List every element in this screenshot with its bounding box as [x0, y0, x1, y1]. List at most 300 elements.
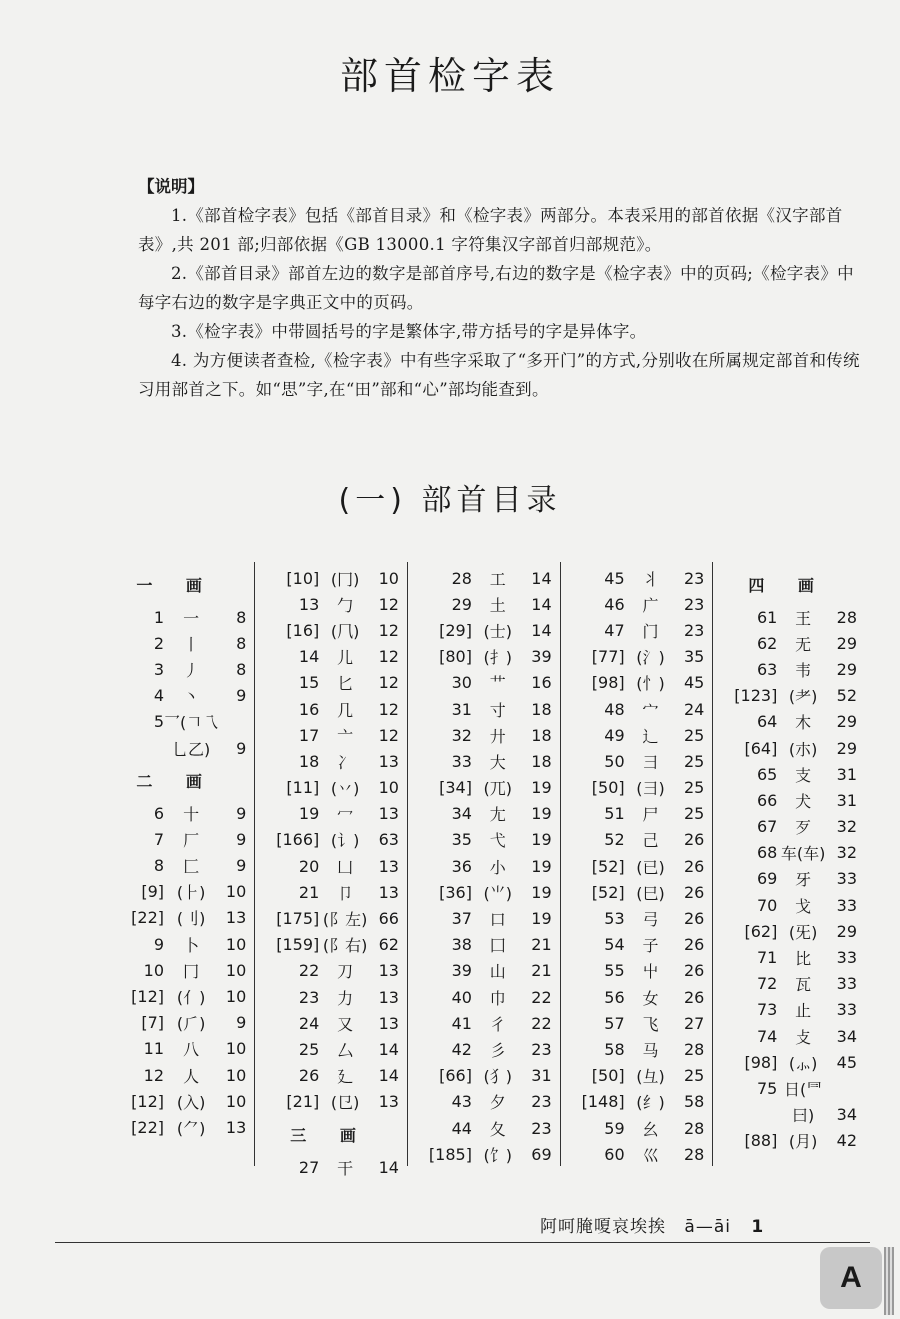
radical-page: 13 — [378, 987, 399, 1007]
radical-entry — [719, 630, 857, 656]
radical-index-table — [100, 562, 865, 1178]
radical-number: [77] — [591, 647, 625, 667]
radical-char: (丷) — [330, 779, 360, 799]
radical-page: 19 — [531, 778, 552, 798]
intro-heading: 【说明】 — [138, 177, 204, 196]
radical-page: 8 — [236, 607, 247, 627]
radical-number: [29] — [439, 620, 472, 640]
radical-char: 宀 — [642, 700, 659, 720]
radical-char: 己 — [642, 831, 659, 851]
radical-number: 63 — [756, 659, 778, 679]
radical-entry — [567, 1141, 705, 1167]
radical-number: 47 — [604, 620, 625, 640]
radical-page: 10 — [225, 1091, 247, 1111]
radical-entry — [567, 905, 705, 931]
radical-page: 26 — [683, 856, 705, 876]
radical-char: 木 — [795, 713, 812, 733]
radical-page: 45 — [836, 1052, 857, 1072]
radical-number: [64] — [744, 738, 778, 758]
radical-char: 冂 — [183, 961, 200, 981]
radical-number: 48 — [604, 699, 625, 719]
radical-char: (⺇) — [330, 621, 360, 641]
radical-char: (纟) — [636, 1093, 665, 1113]
radical-char: 一 — [183, 608, 200, 628]
radical-entry — [261, 644, 399, 670]
intro-paragraph: 3.《检字表》中带圆括号的字是繁体字,带方括号的字是异体字。 — [171, 322, 647, 341]
radical-page: 13 — [378, 961, 399, 981]
radical-entry — [567, 958, 705, 984]
radical-char: 廴 — [337, 1067, 354, 1087]
radical-entry — [261, 1063, 399, 1089]
radical-entry — [567, 1063, 705, 1089]
radical-page: 29 — [836, 738, 857, 758]
radical-char: (朩) — [788, 739, 818, 759]
radical-number: [185] — [428, 1144, 472, 1164]
radical-page: 26 — [683, 830, 705, 850]
radical-page: 42 — [836, 1131, 857, 1151]
radical-page: 21 — [531, 961, 552, 981]
radical-number: [159] — [276, 935, 320, 955]
radical-char: (犭) — [483, 1067, 513, 1087]
radical-char: (⺌) — [483, 883, 513, 903]
radical-number: [52] — [591, 882, 625, 902]
radical-entry — [261, 905, 399, 931]
radical-number: 42 — [451, 1039, 472, 1059]
radical-number: 10 — [143, 960, 164, 980]
radical-number: 33 — [451, 751, 472, 771]
radical-number: [50] — [591, 1066, 625, 1086]
radical-entry — [261, 932, 399, 958]
radical-page: 10 — [378, 568, 399, 588]
radical-char: 夂 — [489, 1119, 506, 1139]
index-column — [100, 562, 255, 1166]
radical-char: 大 — [489, 752, 506, 772]
radical-char: 日(⺜ — [784, 1079, 823, 1099]
radical-entry — [106, 630, 246, 656]
radical-number: 45 — [604, 568, 625, 588]
radical-char: (彑) — [636, 1067, 665, 1087]
radical-number: [66] — [439, 1066, 472, 1086]
radical-number: 65 — [756, 764, 778, 784]
radical-page: 28 — [683, 1144, 705, 1164]
stroke-count-header: 三 画 — [290, 1125, 370, 1145]
radical-char: 辶 — [642, 726, 659, 746]
radical-page: 26 — [683, 935, 705, 955]
radical-char: 韦 — [795, 660, 812, 680]
radical-char: (㔾) — [330, 1093, 360, 1113]
radical-page: 28 — [836, 607, 857, 627]
radical-number: [16] — [286, 620, 320, 640]
radical-page: 34 — [836, 1105, 857, 1125]
radical-entry — [261, 617, 399, 643]
radical-page: 28 — [683, 1118, 705, 1138]
radical-page: 10 — [225, 882, 247, 902]
radical-entry — [719, 997, 857, 1023]
radical-char: (⺈) — [176, 1118, 206, 1138]
radical-char: 夕 — [489, 1093, 506, 1113]
radical-page: 14 — [378, 1066, 399, 1086]
radical-page: 24 — [683, 699, 705, 719]
radical-char: (氵) — [636, 648, 665, 668]
radical-char: 弓 — [642, 910, 659, 930]
radical-number: 62 — [756, 633, 778, 653]
radical-page: 9 — [236, 686, 247, 706]
radical-char: 廾 — [489, 726, 506, 746]
stroke-count-header: 四 画 — [748, 576, 828, 595]
radical-char: (阝右) — [322, 936, 368, 956]
radical-entry — [414, 696, 552, 722]
radical-entry — [567, 617, 705, 643]
radical-number: 38 — [451, 935, 472, 955]
radical-number: 54 — [604, 935, 625, 955]
radical-number: 40 — [451, 987, 472, 1007]
radical-number: 69 — [756, 869, 778, 889]
radical-char: 牙 — [795, 870, 812, 890]
radical-char: 弋 — [489, 831, 506, 851]
radical-char: 女 — [642, 988, 659, 1008]
radical-page: 35 — [683, 647, 705, 667]
radical-entry — [567, 853, 705, 879]
intro-section — [138, 172, 863, 404]
radical-entry — [106, 1088, 246, 1114]
radical-char: 厶 — [337, 1040, 354, 1060]
radical-page: 14 — [378, 1039, 399, 1059]
radical-char: 丬 — [642, 569, 659, 589]
radical-char: 亠 — [337, 726, 354, 746]
radical-char: 丶 — [183, 687, 200, 707]
radical-entry — [719, 1049, 857, 1075]
radical-entry — [261, 801, 399, 827]
radical-number: 32 — [451, 725, 472, 745]
radical-entry — [414, 565, 552, 591]
radical-entry — [106, 826, 246, 852]
radical-page: 10 — [225, 960, 247, 980]
radical-number: 71 — [756, 948, 778, 968]
radical-number: 46 — [604, 594, 625, 614]
radical-entry — [719, 683, 857, 709]
radical-char: 土 — [489, 595, 506, 615]
radical-char: 无 — [795, 634, 812, 654]
radical-number: [9] — [141, 882, 164, 902]
radical-entry — [719, 971, 857, 997]
radical-page: 22 — [531, 1013, 552, 1033]
radical-page: 23 — [683, 568, 705, 588]
radical-char: (巳) — [636, 883, 665, 903]
radical-entry — [261, 984, 399, 1010]
radical-char: 口 — [489, 910, 506, 930]
radical-page: 19 — [531, 804, 552, 824]
radical-number: 49 — [604, 725, 625, 745]
radical-page: 10 — [378, 778, 399, 798]
radical-char: 飞 — [642, 1014, 659, 1034]
radical-page: 13 — [225, 908, 247, 928]
radical-entry — [106, 1036, 246, 1062]
radical-entry — [261, 1010, 399, 1036]
footer-headwords: 阿呵腌嗄哀埃挨 — [540, 1217, 666, 1237]
radical-entry — [719, 944, 857, 970]
radical-page: 52 — [836, 686, 857, 706]
radical-char: 八 — [183, 1040, 200, 1060]
radical-char: 儿 — [337, 648, 354, 668]
radical-number: [12] — [131, 1091, 164, 1111]
radical-page: 31 — [531, 1066, 552, 1086]
radical-entry — [106, 853, 246, 879]
index-column — [713, 562, 865, 1166]
radical-char: 冖 — [337, 805, 354, 825]
radical-entry — [719, 709, 857, 735]
radical-number: 23 — [298, 987, 320, 1007]
radical-number: 59 — [604, 1118, 625, 1138]
radical-char: 干 — [337, 1158, 354, 1178]
radical-page: 16 — [531, 673, 552, 693]
radical-number: 9 — [153, 934, 164, 954]
radical-page: 33 — [836, 948, 857, 968]
radical-number: 61 — [756, 607, 778, 627]
radical-number: [7] — [141, 1013, 164, 1033]
radical-char: 戈 — [795, 896, 812, 916]
radical-page: 19 — [531, 856, 552, 876]
radical-entry — [261, 696, 399, 722]
radical-number: [22] — [131, 1117, 164, 1137]
radical-number: [52] — [591, 856, 625, 876]
radical-entry — [719, 761, 857, 787]
radical-entry — [414, 1115, 552, 1141]
radical-entry — [106, 1114, 246, 1140]
radical-entry — [261, 748, 399, 774]
radical-char: (⺗) — [788, 1053, 818, 1073]
radical-entry — [567, 984, 705, 1010]
radical-entry — [719, 1102, 857, 1128]
radical-page: 45 — [683, 673, 705, 693]
radical-number: 37 — [451, 909, 472, 929]
radical-number: 31 — [451, 699, 472, 719]
radical-page: 9 — [236, 1013, 247, 1033]
radical-char: (已) — [636, 857, 665, 877]
thumb-index-tab[interactable]: A — [820, 1247, 882, 1309]
radical-char: (兀) — [483, 779, 513, 799]
radical-number: 8 — [153, 856, 164, 876]
radical-char: 犬 — [795, 791, 812, 811]
radical-entry — [261, 722, 399, 748]
radical-entry — [719, 892, 857, 918]
radical-entry — [106, 983, 246, 1009]
radical-number: 67 — [756, 817, 778, 837]
radical-number: 55 — [604, 961, 625, 981]
radical-number: [50] — [591, 778, 625, 798]
radical-char: (忄) — [636, 674, 665, 694]
radical-number: 12 — [143, 1065, 164, 1085]
radical-entry — [567, 775, 705, 801]
radical-char: 力 — [337, 988, 354, 1008]
radical-char: 比 — [795, 949, 812, 969]
radical-number: [148] — [581, 1092, 625, 1112]
radical-number: 70 — [756, 895, 778, 915]
radical-entry — [106, 604, 246, 630]
radical-page: 12 — [378, 594, 399, 614]
radical-entry — [414, 1141, 552, 1167]
radical-char: 车(车) — [780, 844, 826, 864]
radical-entry — [414, 722, 552, 748]
radical-entry — [414, 905, 552, 931]
radical-page: 23 — [683, 594, 705, 614]
radical-entry — [567, 1089, 705, 1115]
radical-entry — [414, 1010, 552, 1036]
radical-number: 51 — [604, 804, 625, 824]
radical-entry — [106, 1010, 246, 1036]
radical-page: 69 — [531, 1144, 552, 1164]
radical-entry — [414, 853, 552, 879]
radical-entry — [106, 957, 246, 983]
radical-page: 32 — [836, 817, 857, 837]
radical-entry — [106, 879, 246, 905]
radical-page: 39 — [531, 647, 552, 667]
radical-char: 人 — [183, 1066, 200, 1086]
radical-number: 25 — [298, 1039, 320, 1059]
radical-char: 曰) — [792, 1106, 815, 1126]
radical-page: 26 — [683, 909, 705, 929]
radical-page: 26 — [683, 961, 705, 981]
radical-number: 72 — [756, 974, 778, 994]
radical-char: 山 — [489, 962, 506, 982]
footer-rule — [55, 1242, 870, 1243]
radical-number: 19 — [298, 804, 320, 824]
radical-page: 58 — [683, 1092, 705, 1112]
radical-number: 11 — [143, 1039, 164, 1059]
radical-char: 丿 — [183, 660, 200, 680]
radical-page: 27 — [683, 1013, 705, 1033]
radical-char: 乛(𠃍乁 — [164, 713, 219, 733]
radical-number: 15 — [298, 673, 320, 693]
radical-entry — [719, 814, 857, 840]
radical-number: 5 — [153, 712, 164, 732]
radical-page: 13 — [225, 1117, 247, 1137]
radical-entry — [719, 840, 857, 866]
radical-entry — [414, 644, 552, 670]
radical-number: [34] — [439, 778, 472, 798]
radical-number: 16 — [298, 699, 320, 719]
radical-char: 巾 — [489, 988, 506, 1008]
radical-page: 28 — [683, 1039, 705, 1059]
radical-number: [22] — [131, 908, 164, 928]
radical-number: [166] — [276, 830, 320, 850]
radical-number: 60 — [604, 1144, 625, 1164]
radical-entry — [414, 617, 552, 643]
radical-number: 73 — [756, 1000, 778, 1020]
radical-number: 22 — [298, 961, 320, 981]
radical-char: (⺕) — [636, 779, 665, 799]
radical-page: 33 — [836, 869, 857, 889]
radical-page: 14 — [531, 594, 552, 614]
radical-number: 75 — [756, 1078, 778, 1098]
radical-entry — [261, 670, 399, 696]
radical-char: (士) — [483, 621, 513, 641]
radical-number: 66 — [756, 790, 778, 810]
radical-entry — [414, 984, 552, 1010]
index-column — [255, 562, 408, 1178]
radical-number: 39 — [451, 961, 472, 981]
radical-entry — [414, 775, 552, 801]
footer-page-number: 1 — [751, 1217, 765, 1237]
radical-number: 6 — [153, 803, 164, 823]
radical-char: 十 — [183, 804, 200, 824]
radical-page: 33 — [836, 974, 857, 994]
radical-entry — [414, 958, 552, 984]
radical-char: 支 — [795, 765, 812, 785]
radical-entry — [567, 879, 705, 905]
radical-number: 44 — [451, 1118, 472, 1138]
radical-number: 4 — [153, 686, 164, 706]
radical-number: 58 — [604, 1039, 625, 1059]
radical-entry — [106, 1062, 246, 1088]
radical-number: 41 — [451, 1013, 472, 1033]
radical-char: (入) — [176, 1092, 206, 1112]
radical-char: 歹 — [795, 818, 812, 838]
radical-entry — [414, 670, 552, 696]
radical-char: 子 — [642, 936, 659, 956]
radical-page: 8 — [236, 633, 247, 653]
radical-page: 25 — [683, 725, 705, 745]
radical-number: 43 — [451, 1092, 472, 1112]
radical-number: 13 — [298, 594, 320, 614]
intro-paragraph: 1.《部首检字表》包括《部首目录》和《检字表》两部分。本表采用的部首依据《汉字部首表》,共 201 部;归部依据《GB 13000.1 字符集汉字部首归部规范》。 — [138, 206, 843, 254]
index-column — [561, 562, 714, 1166]
radical-char: (⺊) — [176, 883, 206, 903]
radical-page: 12 — [378, 725, 399, 745]
radical-number: 56 — [604, 987, 625, 1007]
radical-page: 9 — [236, 856, 247, 876]
radical-number: 7 — [153, 829, 164, 849]
radical-entry — [106, 656, 246, 682]
radical-number: 50 — [604, 751, 625, 771]
radical-entry — [106, 735, 246, 761]
radical-char: 巛 — [642, 1145, 659, 1165]
radical-entry — [414, 591, 552, 617]
radical-char: (阝左) — [322, 910, 368, 930]
radical-page: 26 — [683, 882, 705, 902]
radical-entry — [719, 604, 857, 630]
stroke-count-header: 一 画 — [136, 576, 216, 595]
radical-entry — [414, 1063, 552, 1089]
radical-page: 9 — [236, 803, 247, 823]
radical-char: (扌) — [483, 648, 513, 668]
radical-entry — [567, 591, 705, 617]
radical-entry — [414, 748, 552, 774]
radical-entry — [719, 1128, 857, 1154]
radical-page: 18 — [531, 725, 552, 745]
radical-char: (月) — [788, 1132, 818, 1152]
radical-number: 64 — [756, 712, 778, 732]
radical-number: [123] — [734, 686, 778, 706]
radical-entry — [414, 1089, 552, 1115]
radical-entry — [719, 735, 857, 761]
page-footer — [540, 1212, 764, 1237]
radical-char: 王 — [795, 608, 812, 628]
radical-char: (刂) — [176, 909, 206, 929]
radical-page: 12 — [378, 699, 399, 719]
radical-page: 9 — [236, 829, 247, 849]
radical-number: 30 — [451, 673, 472, 693]
radical-page: 31 — [836, 764, 857, 784]
intro-paragraph: 4. 为方便读者查检,《检字表》中有些字采取了“多开门”的方式,分别收在所属规定部首和传统习用部首之下。如“思”字,在“田”部和“心”部均能查到。 — [138, 351, 860, 399]
radical-char: (讠) — [330, 831, 360, 851]
index-column — [408, 562, 561, 1166]
radical-number: [98] — [591, 673, 625, 693]
radical-entry — [261, 1089, 399, 1115]
radical-number: 34 — [451, 804, 472, 824]
radical-entry — [106, 683, 246, 709]
radical-entry — [261, 958, 399, 984]
radical-number: [36] — [439, 882, 472, 902]
